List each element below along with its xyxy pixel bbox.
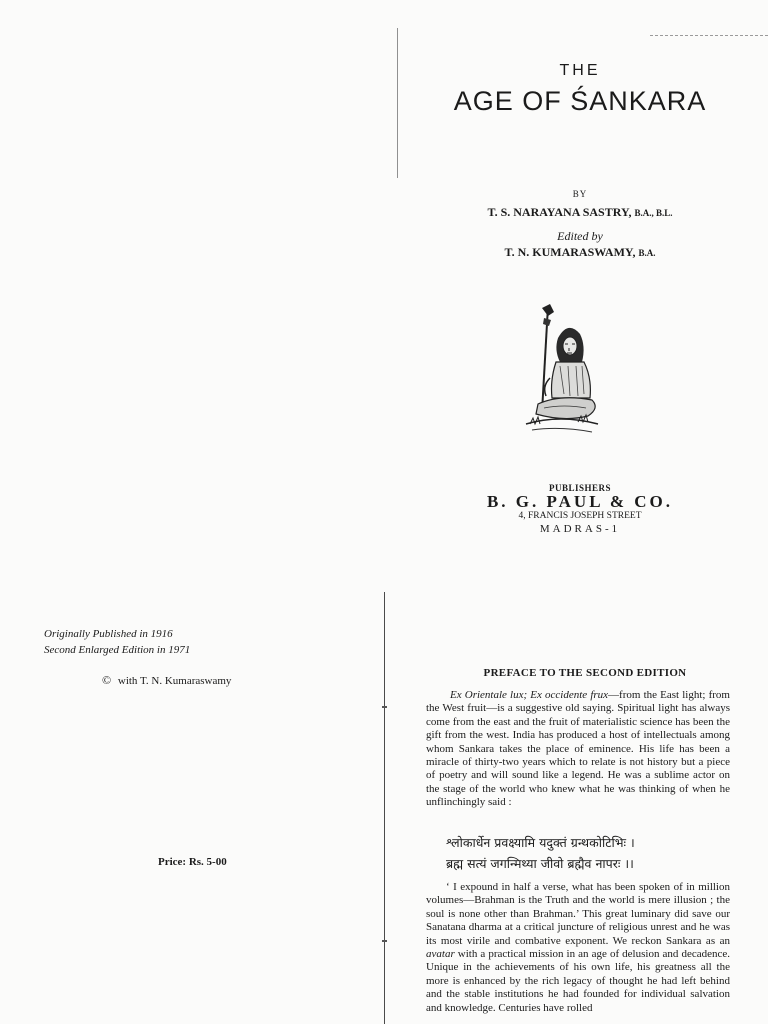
copyright-line bbox=[102, 673, 231, 688]
author-degrees: B.A., B.L. bbox=[634, 208, 673, 218]
copyright-icon: © bbox=[102, 673, 112, 687]
sanskrit-verse-line-2: ब्रह्म सत्यं जगन्मिथ्या जीवो ब्रह्मैव नापरः ।। bbox=[446, 856, 634, 871]
gutter-mark-1 bbox=[382, 706, 387, 708]
publisher-street: 4, FRANCIS JOSEPH STREET bbox=[518, 511, 642, 521]
price: Price: Rs. 5-00 bbox=[158, 856, 227, 868]
author-line bbox=[420, 205, 740, 220]
gutter-line-upper bbox=[397, 28, 398, 178]
preface-heading: PREFACE TO THE SECOND EDITION bbox=[483, 667, 687, 679]
sanskrit-verse-line-1: श्लोकार्धेन प्रवक्ष्यामि यदुक्तं ग्रन्थकोटिभिः । bbox=[446, 835, 635, 850]
originally-published: Originally Published in 1916 bbox=[44, 628, 173, 640]
gutter-line-lower bbox=[384, 592, 385, 1024]
book-title: AGE OF ŚANKARA bbox=[453, 86, 707, 116]
preface-paragraph-1 bbox=[426, 689, 730, 810]
editor-line bbox=[420, 245, 740, 260]
paragraph-1-text: —from the East light; from the West fruit—is a suggestive old saying. Spiritual light has always come from the east and the fruit of materialistic science has been the gift from the west. India has produced a host of intellectuals among whom Sankara takes the place of eminence. His life has been a miracle of thirty-two years which to relate is not history but a piece of poetry and will sound like a legend. He was a sublime actor on the stage of the world who knew what he was thinking of when he unflinchingly said : bbox=[426, 689, 730, 809]
publisher-name: B. G. PAUL & CO. bbox=[486, 492, 674, 511]
publication-history bbox=[44, 626, 190, 658]
preface-paragraph-2 bbox=[426, 881, 730, 1015]
paragraph-2-text-b: with a practical mission in an age of delusion and decadence. Unique in the achievements of his own life, his greatness all the more is enhanced by the rich legacy of thought he had left behind and the stable institutions he had founded for individual salvation and knowledge. Centuries have rolled bbox=[426, 948, 730, 1014]
copyright-text: with T. N. Kumaraswamy bbox=[117, 675, 232, 687]
by-label: BY bbox=[572, 189, 588, 199]
latin-saying: Ex Orientale lux; Ex occidente frux bbox=[450, 689, 609, 701]
title-article: THE bbox=[559, 62, 601, 79]
edited-by-label: Edited by bbox=[557, 229, 603, 243]
second-edition: Second Enlarged Edition in 1971 bbox=[44, 644, 191, 656]
top-edge-dash bbox=[650, 35, 768, 36]
publishers-label: PUBLISHERS bbox=[548, 483, 612, 493]
editor-degree: B.A. bbox=[638, 248, 656, 258]
avatar-term: avatar bbox=[426, 948, 455, 961]
publisher-city: MADRAS-1 bbox=[539, 523, 621, 535]
editor-name: T. N. KUMARASWAMY, bbox=[504, 245, 636, 259]
gutter-mark-2 bbox=[382, 940, 387, 942]
paragraph-2-text-a: ‘ I expound in half a verse, what has been spoken of in million volumes—Brahman is the Truth and the world is mere illusion ; the soul is none other than Brahman.’ This great luminary did save our Sanatana dharma at a critical juncture of religious unrest and he was its most virile and combative exponent. We reckon Sankara as an bbox=[426, 881, 730, 947]
author-name: T. S. NARAYANA SASTRY, bbox=[487, 205, 632, 219]
seated-sage-with-staff-icon bbox=[520, 300, 602, 440]
